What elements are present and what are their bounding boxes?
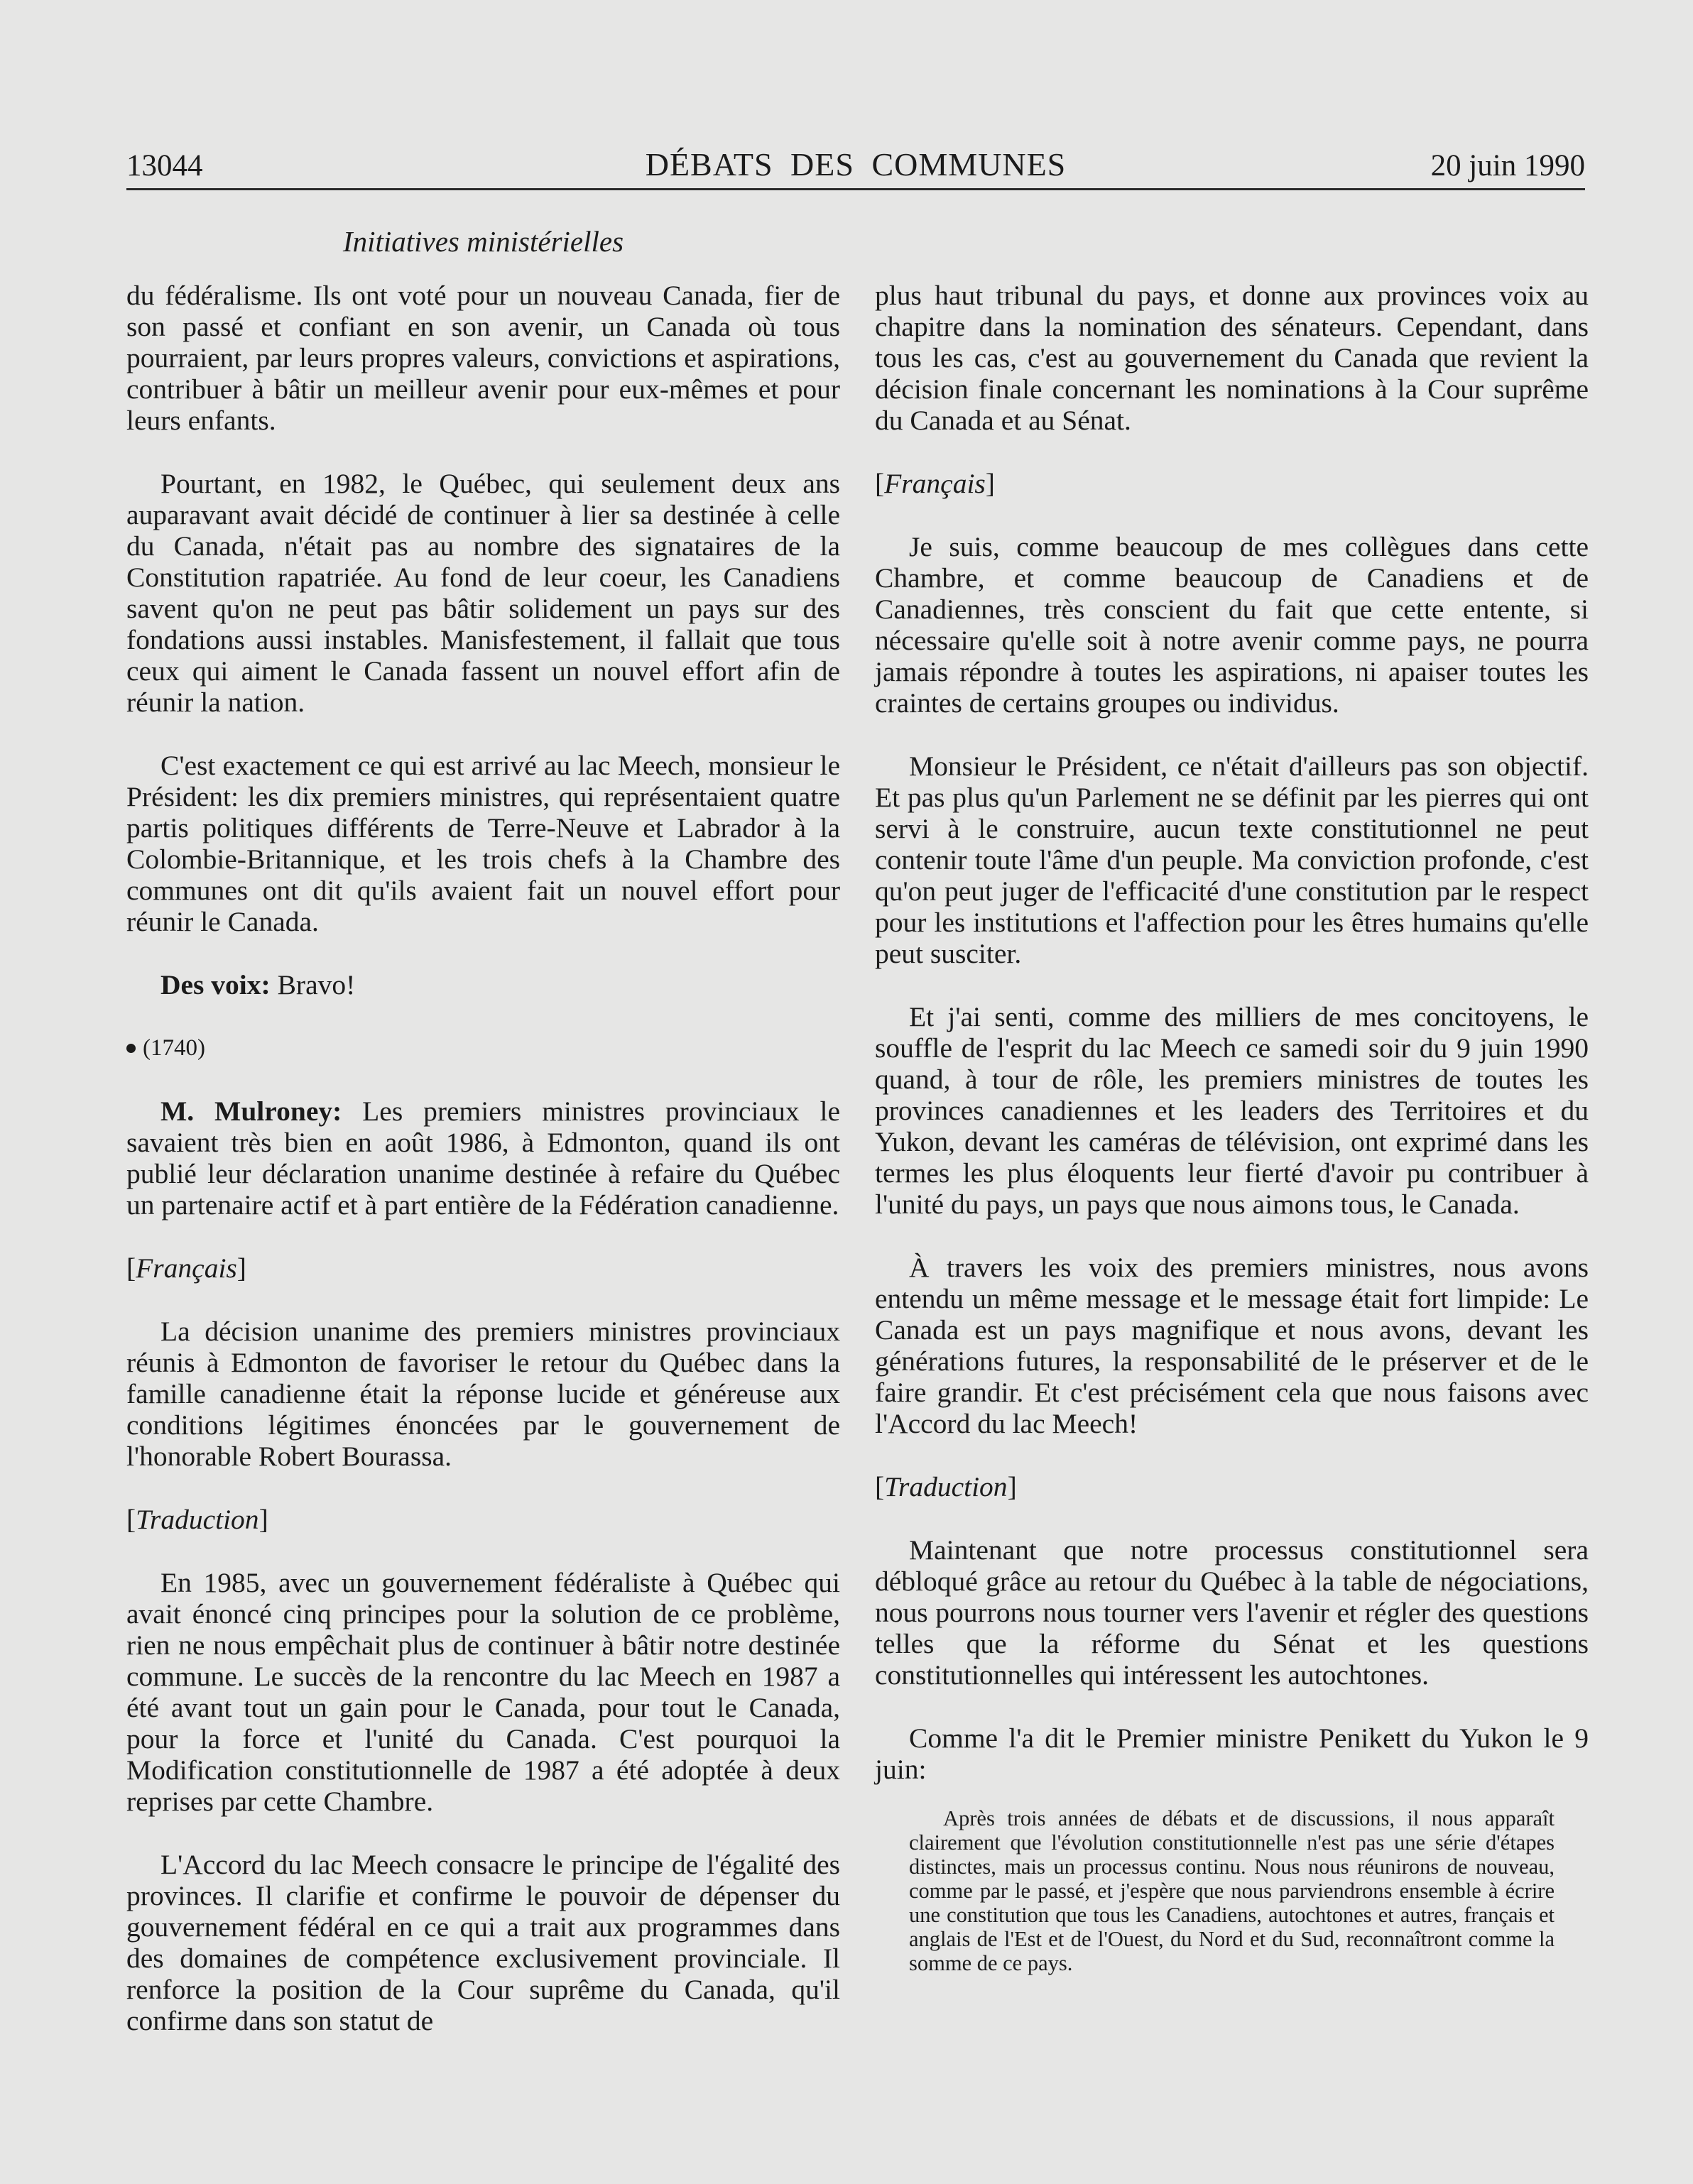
paragraph: Monsieur le Président, ce n'était d'ailleurs pas son objectif. Et pas plus qu'un Parlement ne se définit par les pierres qui ont servi à le construire, aucun texte constitutionnel ne peut contenir toute l'âme d'un peuple. Ma conviction profonde, c'est qu'on peut juger de l'efficacité d'une constitution par le respect pour les institutions et l'affection pour les êtres humains qu'elle peut susciter.	[875, 750, 1589, 969]
paragraph: Comme l'a dit le Premier ministre Penikett du Yukon le 9 juin:	[875, 1722, 1589, 1785]
left-column	[126, 280, 840, 2068]
paragraph: À travers les voix des premiers ministres, nous avons entendu un même message et le message était fort limpide: Le Canada est un pays magnifique et nous avons, devant les générations futures, la responsabilité de le préserver et de le faire grandir. Et c'est précisément cela que nous faisons avec l'Accord du lac Meech!	[875, 1252, 1589, 1439]
timecode-text: (1740)	[143, 1035, 205, 1061]
paragraph: En 1985, avec un gouvernement fédéraliste à Québec qui avait énoncé cinq principes pour la solution de ce problème, rien ne nous empêchait plus de continuer à bâtir notre destinée commune. Le succès de la rencontre du lac Meech en 1987 a été avant tout un gain pour le Canada, pour tout le Canada, pour la force et l'unité du Canada. C'est pourquoi la Modification constitutionnelle de 1987 a été adoptée à deux reprises par cette Chambre.	[126, 1567, 840, 1817]
language-marker: [Traduction]	[875, 1471, 1017, 1502]
paragraph: Et j'ai senti, comme des milliers de mes concitoyens, le souffle de l'esprit du lac Meech ce samedi soir du 9 juin 1990 quand, à tour de rôle, les premiers ministres de toutes les provinces canadiennes et les leaders des Territoires et du Yukon, devant les caméras de télévision, ont exprimé dans les termes les plus éloquents leur fierté d'avoir pu contribuer à l'unité du pays, un pays que nous aimons tous, le Canada.	[875, 1001, 1589, 1220]
paragraph: La décision unanime des premiers ministres provinciaux réunis à Edmonton de favoriser le retour du Québec dans la famille canadienne était la réponse lucide et généreuse aux conditions légitimes énoncées par le gouvernement de l'honorable Robert Bourassa.	[126, 1316, 840, 1472]
bullet-icon	[126, 1044, 136, 1053]
speech-text: Les premiers ministres provinciaux le savaient très bien en août 1986, à Edmonton, quand ils ont publié leur déclaration unanime destinée à refaire du Québec un partenaire actif et à part entière de la Fédération canadienne.	[126, 1096, 840, 1221]
publication-date: 20 juin 1990	[1430, 149, 1585, 182]
timecode	[126, 1032, 840, 1064]
paragraph-interjection	[126, 969, 840, 1000]
paragraph-speech	[126, 1096, 840, 1221]
paragraph: Pourtant, en 1982, le Québec, qui seulement deux ans auparavant avait décidé de continuer à lier sa destinée à celle du Canada, n'était pas au nombre des signataires de la Constitution rapatriée. Au fond de leur coeur, les Canadiens savent qu'on ne peut pas bâtir solidement un pays sur des fondations aussi instables. Manisfestement, il fallait que tous ceux qui aiment le Canada fassent un nouvel effort afin de réunir la nation.	[126, 468, 840, 718]
paragraph: Je suis, comme beaucoup de mes collègues dans cette Chambre, et comme beaucoup de Canadiens et de Canadiennes, très conscient du fait que cette entente, si nécessaire qu'elle soit à notre avenir comme pays, ne pourra jamais répondre à toutes les aspirations, ni apaiser toutes les craintes de certains groupes ou individus.	[875, 531, 1589, 719]
block-quote: Après trois années de débats et de discussions, il nous apparaît clairement que l'évolution constitutionnelle n'est pas une série d'étapes distinctes, mais un processus continu. Nous nous réunirons de nouveau, comme par le passé, et j'espère que nous parviendrons ensemble à écrire une constitution que tous les Canadiens, autochtones et autres, français et anglais de l'Est et de l'Ouest, du Nord et du Sud, reconnaîtront comme la somme de ce pays.	[909, 1806, 1555, 1975]
right-column	[875, 280, 1589, 2007]
paragraph: du fédéralisme. Ils ont voté pour un nouveau Canada, fier de son passé et confiant en son avenir, un Canada où tous pourraient, par leurs propres valeurs, convictions et aspirations, contribuer à bâtir un meilleur avenir pour eux-mêmes et pour leurs enfants.	[126, 280, 840, 436]
paragraph: Maintenant que notre processus constitutionnel sera débloqué grâce au retour du Québec à la table de négociations, nous pourrons nous tourner vers l'avenir et régler des questions telles que la réforme du Sénat et les questions constitutionnelles qui intéressent les autochtones.	[875, 1534, 1589, 1691]
paragraph: C'est exactement ce qui est arrivé au lac Meech, monsieur le Président: les dix premiers ministres, qui représentaient quatre partis politiques différents de Terre-Neuve et Labrador à la Colombie-Britannique, et les trois chefs à la Chambre des communes ont dit qu'ils avaient fait un nouvel effort pour réunir le Canada.	[126, 750, 840, 937]
paragraph: plus haut tribunal du pays, et donne aux provinces voix au chapitre dans la nomination des sénateurs. Cependant, dans tous les cas, c'est au gouvernement du Canada que revient la décision finale concernant les nominations à la Cour suprême du Canada et au Sénat.	[875, 280, 1589, 436]
language-marker: [Traduction]	[126, 1504, 268, 1535]
publication-title: DÉBATS DES COMMUNES	[645, 146, 1067, 182]
speech-text: Bravo!	[277, 969, 356, 1000]
speaker-name: Des voix:	[160, 969, 271, 1000]
language-marker: [Français]	[126, 1252, 246, 1284]
page-header	[126, 146, 1585, 190]
language-label: Français	[884, 468, 986, 499]
paragraph: L'Accord du lac Meech consacre le principe de l'égalité des provinces. Il clarifie et confirme le pouvoir de dépenser du gouvernement fédéral en ce qui a trait aux programmes dans des domaines de compétence exclusivement provinciale. Il renforce la position de la Cour suprême du Canada, qu'il confirme dans son statut de	[126, 1849, 840, 2036]
section-title: Initiatives ministérielles	[342, 225, 624, 258]
language-label: Traduction	[136, 1504, 259, 1535]
page-number: 13044	[126, 149, 203, 182]
language-label: Traduction	[884, 1471, 1008, 1502]
language-marker: [Français]	[875, 468, 995, 499]
speaker-name: M. Mulroney:	[160, 1096, 342, 1127]
language-label: Français	[136, 1252, 237, 1284]
